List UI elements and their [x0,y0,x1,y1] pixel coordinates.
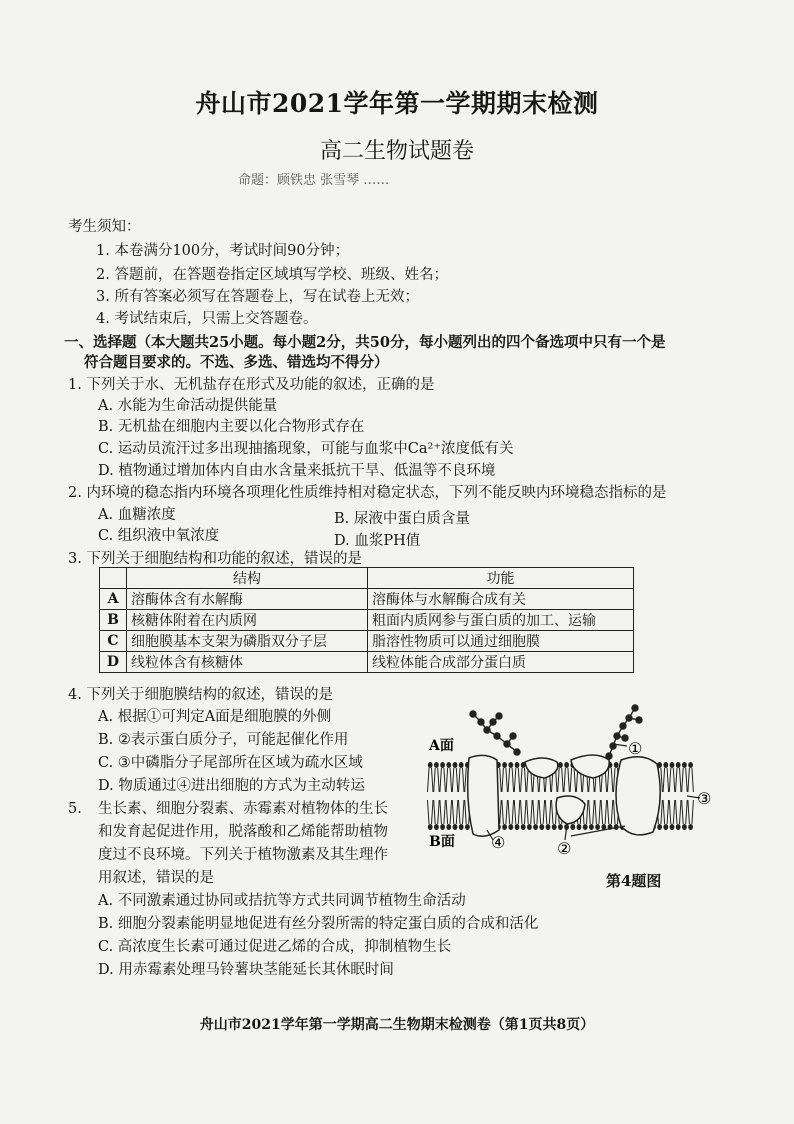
header-function: 功能 [368,568,634,589]
row-function: 线粒体能合成部分蛋白质 [368,652,634,673]
row-structure: 线粒体含有核糖体 [127,652,368,673]
q5-stem-line-4: 用叙述，错误的是 [98,870,214,886]
marker-1: ① [628,739,643,758]
section-heading: 一、选择题（本大题共25小题。每小题2分，共50分，每小题列出的四个备选项中只有一个是 [64,334,666,351]
row-label: D [100,652,127,673]
q1-stem: 1. 下列关于水、无机盐存在形式及功能的叙述，正确的是 [68,377,435,393]
label-side-b: B面 [429,834,455,850]
row-function: 粗面内质网参与蛋白质的加工、运输 [368,610,634,631]
table-row [100,589,634,610]
q5-stem-line-1: 生长素、细胞分裂素、赤霉素对植物体的生长 [98,801,388,817]
header-structure: 结构 [127,568,368,589]
glycoprotein-chains [470,705,642,759]
row-structure: 细胞膜基本支架为磷脂双分子层 [127,631,368,652]
q5-option-a: A. 不同激素通过协同或拮抗等方式共同调节植物生命活动 [98,893,466,909]
page-subtitle: 高二生物试题卷 [319,139,474,164]
row-function: 溶酶体与水解酶合成有关 [368,589,634,610]
row-label: C [100,631,127,652]
notice-heading: 考生须知： [68,219,141,235]
q5-stem-line-3: 度过不良环境。下列关于植物激素及其生理作 [98,847,388,863]
q2-option-b: B. 尿液中蛋白质含量 [334,511,470,527]
q5-option-d: D. 用赤霉素处理马铃薯块茎能延长其休眠时间 [98,962,394,978]
page-title: 舟山市2021学年第一学期期末检测 [195,89,599,118]
notice-item-1: 1. 本卷满分100分，考试时间90分钟； [96,243,350,259]
section-heading-cont: 符合题目要求的。不选、多选、错选均不得分） [84,354,389,371]
q3-table [99,567,634,673]
marker-4: ④ [491,833,506,852]
table-header-row [100,568,634,589]
q5-stem-line-2: 和发育起促进作用，脱落酸和乙烯能帮助植物 [98,824,388,840]
q2-option-d: D. 血浆PH值 [334,533,421,549]
label-side-a: A面 [429,738,454,754]
q4-option-b: B. ②表示蛋白质分子，可能起催化作用 [98,732,349,748]
row-label: B [100,610,127,631]
q1-option-b: B. 无机盐在细胞内主要以化合物形式存在 [98,419,365,435]
row-function: 脂溶性物质可以通过细胞膜 [368,631,634,652]
table-row [100,652,634,673]
row-structure: 核糖体附着在内质网 [127,610,368,631]
table-row [100,631,634,652]
notice-item-4: 4. 考试结束后，只需上交答题卷。 [96,311,318,327]
author-line: 命题：顾铁忠 张雪琴 …… [238,173,390,188]
q4-option-c: C. ③中磷脂分子尾部所在区域为疏水区域 [98,755,363,771]
q1-option-d: D. 植物通过增加体内自由水含量来抵抗干旱、低温等不良环境 [98,463,496,479]
q4-option-d: D. 物质通过④进出细胞的方式为主动转运 [98,778,365,794]
q3-stem: 3. 下列关于细胞结构和功能的叙述，错误的是 [68,551,362,567]
marker-3: ③ [697,789,712,808]
header-label-cell [100,568,127,589]
table-row [100,610,634,631]
q2-option-a: A. 血糖浓度 [98,507,176,523]
q4-option-a: A. 根据①可判定A面是细胞膜的外侧 [98,709,332,725]
q1-option-a: A. 水能为生命活动提供能量 [98,398,278,414]
cell-membrane-diagram [425,700,717,865]
notice-item-2: 2. 答题前，在答题卷指定区域填写学校、班级、姓名； [96,267,448,283]
q5-option-c: C. 高浓度生长素可通过促进乙烯的合成，抑制植物生长 [98,939,452,955]
row-structure: 溶酶体含有水解酶 [127,589,368,610]
row-label: A [100,589,127,610]
q2-option-c: C. 组织液中氧浓度 [98,528,220,544]
q2-stem: 2. 内环境的稳态指内环境各项理化性质维持相对稳定状态，下列不能反映内环境稳态指标的是 [68,485,667,501]
figure-caption: 第4题图 [606,872,662,890]
q5-number: 5. [68,801,82,817]
page-footer: 舟山市2021学年第一学期高二生物期末检测卷（第1页共8页） [199,1017,595,1033]
q5-option-b: B. 细胞分裂素能明显地促进有丝分裂所需的特定蛋白质的合成和活化 [98,916,539,932]
notice-item-3: 3. 所有答案必须写在答题卷上，写在试卷上无效； [96,289,419,305]
membrane-proteins [468,755,661,836]
q4-stem: 4. 下列关于细胞膜结构的叙述，错误的是 [68,687,333,703]
marker-2: ② [557,839,572,858]
q1-option-c: C. 运动员流汗过多出现抽搐现象，可能与血浆中Ca²⁺浓度低有关 [98,441,514,457]
